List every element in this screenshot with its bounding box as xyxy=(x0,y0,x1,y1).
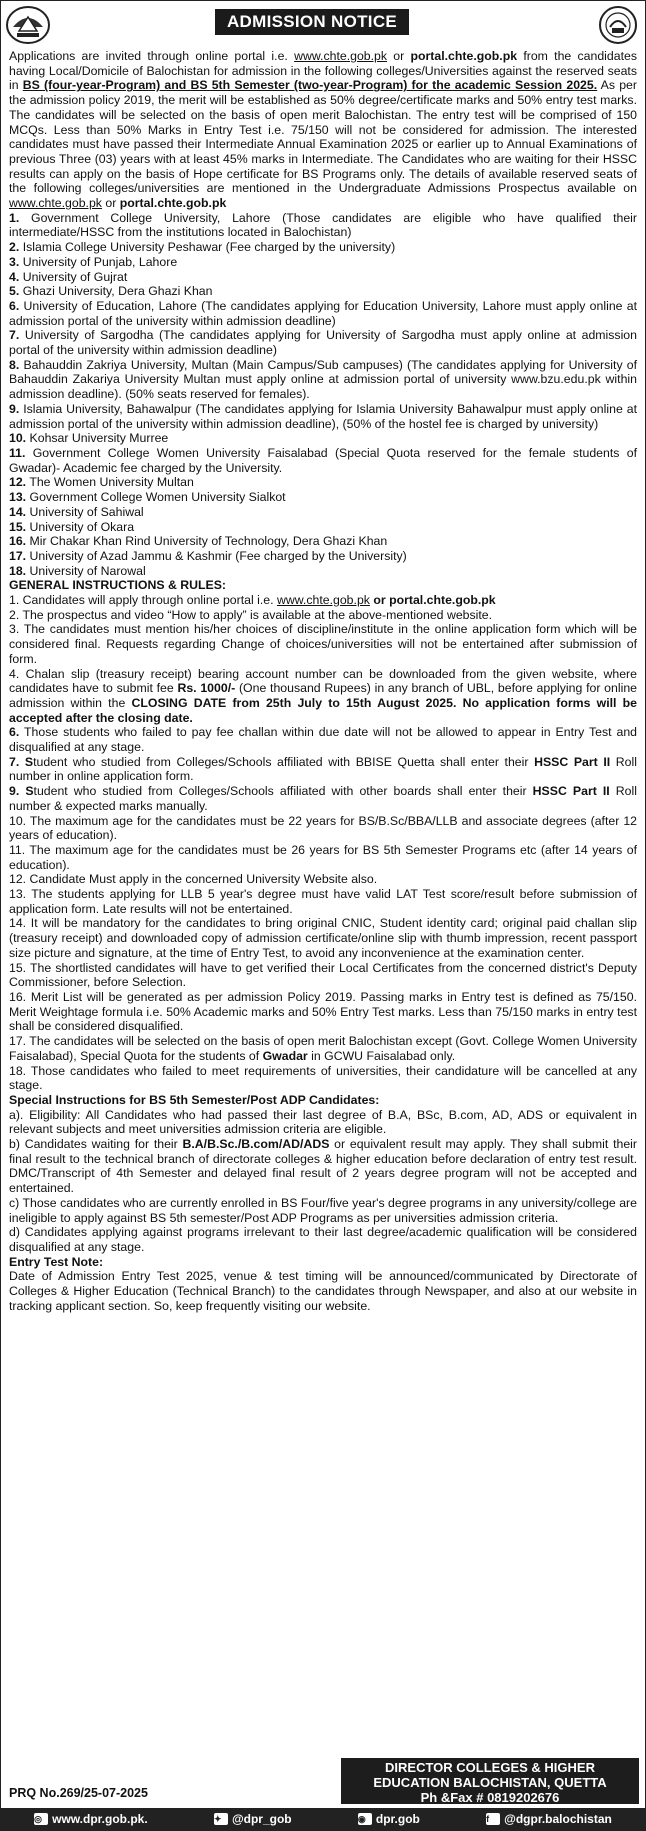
rule-number: 6. xyxy=(9,725,20,740)
institution-item xyxy=(9,431,637,446)
special-b xyxy=(9,1137,637,1196)
rule-text: in GCWU Faisalabad only. xyxy=(307,1048,456,1063)
institution-item xyxy=(9,505,637,520)
website-link[interactable]: www.chte.gob.pk xyxy=(9,196,102,211)
twitter-item[interactable] xyxy=(214,1812,292,1826)
institution-text: University of Narowal xyxy=(29,563,146,578)
institution-text: University of Sahiwal xyxy=(29,504,144,519)
institution-item xyxy=(9,358,637,402)
header xyxy=(1,1,645,49)
rule-15: 15. The shortlisted candidates will have to get verified their Local Certificates from the concerned district's Deputy Commissioner, before Selection. xyxy=(9,960,637,990)
intro-text: or xyxy=(387,49,411,63)
degree-label: B.A/B.Sc./B.com/AD/ADS xyxy=(182,1137,330,1152)
fee-amount: Rs. 1000/- xyxy=(177,681,236,696)
institution-item xyxy=(9,328,637,357)
institution-number: 16. xyxy=(9,534,27,549)
rule-13: 13. The students applying for LLB 5 year's degree must have valid LAT Test score/result before submission of application form. Late results will not be entertained. xyxy=(9,887,637,916)
institution-text: Ghazi University, Dera Ghazi Khan xyxy=(22,284,213,299)
rule-text: Those students who failed to pay fee challan within due date will not be allowed to appear in Entry Test and disqualified at any stage. xyxy=(9,725,637,755)
institution-text: Mir Chakar Khan Rind University of Technology, Dera Ghazi Khan xyxy=(29,534,388,549)
portal-link[interactable]: portal.chte.gob.pk xyxy=(119,196,227,211)
director-line-1: DIRECTOR COLLEGES & HIGHER xyxy=(385,1760,595,1775)
special-instructions-heading: Special Instructions for BS 5th Semester/Post ADP Candidates: xyxy=(9,1092,380,1107)
rule-9 xyxy=(9,784,637,813)
directorate-seal-logo xyxy=(595,5,641,45)
director-line-2: EDUCATION BALOCHISTAN, QUETTA xyxy=(373,1775,607,1790)
twitter-icon: ✦ xyxy=(214,1813,228,1825)
entry-test-heading: Entry Test Note: xyxy=(9,1254,104,1269)
institution-item xyxy=(9,490,637,505)
institution-text: Government College University, Lahore (Those candidates are eligible who have qualified their intermediate/HSSC from the institutions located in Balochistan) xyxy=(9,210,638,240)
facebook-item[interactable] xyxy=(486,1812,612,1826)
institution-item xyxy=(9,270,637,285)
website-item[interactable] xyxy=(34,1812,148,1826)
institution-text: Government College Women University Sialkot xyxy=(29,490,286,505)
institution-item xyxy=(9,475,637,490)
institution-number: 13. xyxy=(9,490,27,505)
institution-item xyxy=(9,211,637,240)
balochistan-emblem-logo xyxy=(5,5,51,45)
website-link[interactable]: www.chte.gob.pk xyxy=(276,593,370,608)
hssc-label: HSSC Part II xyxy=(532,784,610,799)
institution-item xyxy=(9,402,637,431)
institution-text: University of Azad Jammu & Kashmir (Fee charged by the University) xyxy=(29,548,407,563)
institution-item xyxy=(9,534,637,549)
rule-11: 11. The maximum age for the candidates must be 26 years for BS 5th Semester Programs etc (after 14 years of education). xyxy=(9,842,637,872)
rule-10: 10. The maximum age for the candidates must be 22 years for BS/B.Sc/BBA/LLB and associate degrees (after 12 years of education). xyxy=(9,813,637,843)
rule-text: 1. Candidates will apply through online portal i.e. xyxy=(9,593,277,608)
portal-link[interactable]: or portal.chte.gob.pk xyxy=(369,593,496,608)
rule-18: 18. Those candidates who failed to meet requirements of universities, their candidature will be cancelled at any stage. xyxy=(9,1063,637,1093)
institution-number: 4. xyxy=(9,269,20,284)
hssc-label: HSSC Part II xyxy=(534,754,611,769)
rule-12: 12. Candidate Must apply in the concerned University Website also. xyxy=(9,872,378,887)
institution-text: Government College Women University Faisalabad (Special Quota reserved for the female students of Gwadar)- Academic fee charged by the University. xyxy=(9,445,637,475)
facebook-handle: @dgpr.balochistan xyxy=(504,1812,612,1826)
intro-text: Applications are invited through online portal i.e. xyxy=(9,49,295,63)
institution-number: 15. xyxy=(9,519,27,534)
institution-number: 3. xyxy=(9,254,20,269)
institution-item xyxy=(9,299,637,328)
intro-text: from the candidates having Local/Domicile of Balochistan for admission in the following colleges/Universities against the reserved seats in xyxy=(9,49,637,93)
page-title: ADMISSION NOTICE xyxy=(215,9,409,35)
portal-link[interactable]: portal.chte.gob.pk xyxy=(410,49,518,63)
rule-text: 4. Chalan slip (treasury receipt) bearing account number can be downloaded from the given website, where candidates have to submit fee xyxy=(9,666,637,696)
rule-16: 16. Merit List will be generated as per admission Policy 2019. Passing marks in Entry test is defined as 75/150. Merit Weightage formula i.e. 50% Academic marks and 50% Entry Test marks. Less than 75/150 marks in entry test shall be considered disqualified. xyxy=(9,990,637,1034)
institution-number: 7. xyxy=(9,328,20,343)
institution-list xyxy=(9,211,637,579)
facebook-icon: f xyxy=(486,1813,500,1825)
institution-text: Islamia University, Bahawalpur (The candidates applying for Islamia University Bahawalpur must apply online at admission portal of the university within admission deadline), (50% of the hostel fee is charged by university) xyxy=(9,401,638,431)
director-phone: Ph &Fax # 0819202676 xyxy=(420,1790,560,1805)
notice-body xyxy=(1,49,645,1313)
website-text: www.dpr.gob.pk. xyxy=(52,1812,148,1826)
institution-number: 9. xyxy=(9,401,20,416)
gwadar-label: Gwadar xyxy=(262,1048,308,1063)
institution-text: Kohsar University Murree xyxy=(29,431,169,446)
instagram-icon: ◉ xyxy=(358,1813,372,1825)
program-highlight: BS (four-year-Program) and BS 5th Semester (two-year-Program) for the academic Session 2025. xyxy=(22,78,598,93)
institution-number: 2. xyxy=(9,240,20,255)
institution-text: Islamia College University Peshawar (Fee charged by the university) xyxy=(22,240,396,255)
institution-number: 6. xyxy=(9,298,20,313)
rule-number: 9. S xyxy=(9,784,34,799)
institution-number: 12. xyxy=(9,475,27,490)
institution-item xyxy=(9,255,637,270)
twitter-handle: @dpr_gob xyxy=(231,1812,292,1826)
rule-text: b) Candidates waiting for their xyxy=(9,1137,183,1152)
rule-text: or equivalent result may apply. They shall submit their final result to the technical branch of directorate colleges & higher education before declaration of entry test result. DMC/Transcript of 4th Semester and delayed final result of 2 years degree program will not be accepted and entertained. xyxy=(9,1137,637,1196)
rule-2: 2. The prospectus and video “How to apply” is available at the above-mentioned website. xyxy=(9,607,493,622)
institution-text: Bahauddin Zakriya University, Multan (Main Campus/Sub campuses) (The candidates applying for University of Bahauddin Zakariya University Multan must apply online at admission portal of university www.bzu.edu.pk within admission deadline). (50% seats reserved for females). xyxy=(9,357,638,402)
rule-1 xyxy=(9,593,637,608)
prq-number: PRQ No.269/25-07-2025 xyxy=(9,1786,148,1800)
entry-test-note: Date of Admission Entry Test 2025, venue & test timing will be announced/communicated by Directorate of Colleges & Higher Education (Technical Branch) to the candidates through Newspaper, and also at our website in tracking applicant section. So, keep frequently visiting our website. xyxy=(9,1269,637,1313)
institution-text: The Women University Multan xyxy=(29,475,194,490)
rule-text: tudent who studied from Colleges/Schools affiliated with BBISE Quetta shall enter their xyxy=(33,754,535,769)
institution-text: University of Education, Lahore (The candidates applying for Education University, Lahore must apply online at admission portal of the university within admission deadline) xyxy=(9,298,637,328)
institution-number: 14. xyxy=(9,504,27,519)
special-d: d) Candidates applying against programs irrelevant to their last degree/academic qualification will be considered disqualified at any stage. xyxy=(9,1225,637,1254)
institution-text: University of Okara xyxy=(29,519,135,534)
institution-number: 18. xyxy=(9,563,27,578)
institution-number: 11. xyxy=(9,445,26,460)
institution-item xyxy=(9,564,637,579)
rule-4 xyxy=(9,667,637,726)
institution-item xyxy=(9,520,637,535)
rule-17 xyxy=(9,1034,637,1063)
instagram-handle: dpr.gob xyxy=(375,1812,420,1826)
institution-number: 17. xyxy=(9,548,27,563)
institution-number: 1. xyxy=(9,210,20,225)
website-link[interactable]: www.chte.gob.pk xyxy=(294,49,388,63)
rule-text: tudent who studied from Colleges/Schools affiliated with other boards shall enter their xyxy=(33,784,533,799)
instagram-item[interactable] xyxy=(358,1812,420,1826)
institution-number: 10. xyxy=(9,431,27,446)
closing-date: CLOSING DATE from 25th July to 15th August 2025. No application forms will be accepted after the closing date. xyxy=(9,695,637,725)
rule-7 xyxy=(9,755,637,784)
institution-text: University of Gujrat xyxy=(22,269,128,284)
globe-icon: ◎ xyxy=(34,1813,48,1825)
intro-text: or xyxy=(101,196,120,211)
institution-item xyxy=(9,549,637,564)
rule-text: Roll number in online application form. xyxy=(9,754,637,784)
institution-text: University of Sargodha (The candidates applying for University of Sargodha must apply online at admission portal of the university within admission deadline) xyxy=(9,328,637,358)
rule-14: 14. It will be mandatory for the candidates to bring original CNIC, Student identity card; original paid challan slip (treasury receipt) and downloaded copy of admission certificate/online slip with thumb impression, recent passport size picture and signature, at the time of Entry Test, to avoid any inconvenience at the examination center. xyxy=(9,916,637,960)
rule-6 xyxy=(9,725,637,754)
social-bar xyxy=(1,1808,645,1830)
special-a: a). Eligibility: All Candidates who had passed their last degree of B.A, BSc, B.com, AD, ADS or equivalent in relevant subjects and meet universities admission criteria are eligible. xyxy=(9,1107,637,1137)
rule-3: 3. The candidates must mention his/her choices of discipline/institute in the online application form which will be considered final. Requests regarding Change of choices/universities will not be entertained after submission of form. xyxy=(9,622,637,666)
institution-text: University of Punjab, Lahore xyxy=(22,254,178,269)
institution-number: 5. xyxy=(9,284,20,299)
director-signature-block xyxy=(341,1758,639,1804)
rule-number: 7. S xyxy=(9,754,34,769)
institution-number: 8. xyxy=(9,357,20,372)
institution-item xyxy=(9,446,637,475)
general-instructions-heading: GENERAL INSTRUCTIONS & RULES: xyxy=(9,578,227,593)
institution-item xyxy=(9,284,637,299)
rule-text: Roll number & expected marks manually. xyxy=(9,784,637,813)
intro-paragraph xyxy=(9,49,637,211)
intro-text: As per the admission policy 2019, the merit will be established as 50% degree/certificate marks and 50% entry test marks. The candidates will be selected on the basis of open merit Balochistan. The entry test will be comprised of 150 MCQs. Less than 50% Marks in Entry Test i.e. 75/150 will not be considered for admission. The interested candidates must have passed their Intermediate Annual Examination 2025 or earlier up to Annual Examinations of previous Three (03) years with at least 45% marks in Intermediate. The Candidates who are waiting for their HSSC results can apply on the basis of Hope certificate for BS Programs only. The details of available reserved seats of the following colleges/universities are mentioned in the Undergraduate Admissions Prospectus available on xyxy=(9,78,637,196)
rule-text: (One thousand Rupees) in any branch of UBL, before applying for online admission within the xyxy=(9,681,637,710)
institution-item xyxy=(9,240,637,255)
rule-text: 17. The candidates will be selected on the basis of open merit Balochistan except (Govt. College Women University Faisalabad), Special Quota for the students of xyxy=(9,1034,637,1063)
special-c: c) Those candidates who are currently enrolled in BS Four/five year's degree programs in any university/college are ineligible to apply against BS 5th semester/Post ADP Programs as per universities admission criteria. xyxy=(9,1195,637,1225)
